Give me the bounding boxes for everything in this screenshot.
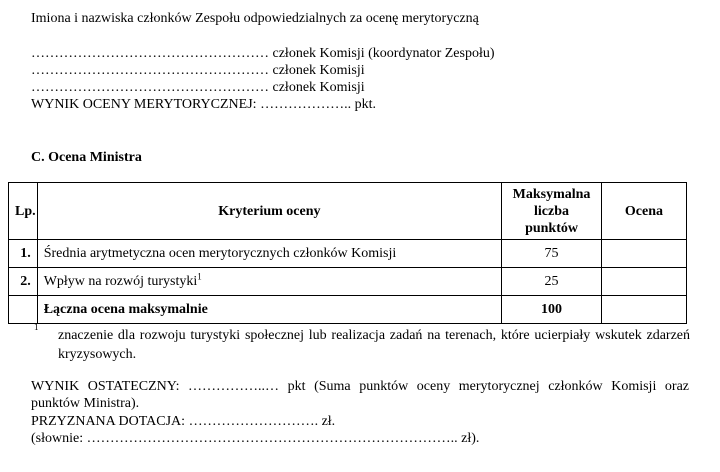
header-max-line: punktów bbox=[525, 220, 578, 236]
table-row bbox=[9, 268, 687, 296]
evaluation-table bbox=[8, 182, 687, 324]
header-max-line: liczba bbox=[534, 203, 570, 219]
blank-dots: ………………………. bbox=[188, 414, 319, 429]
total-max-points: 100 bbox=[502, 296, 602, 324]
total-lp-cell bbox=[9, 296, 38, 324]
row-lp: 2. bbox=[9, 268, 38, 296]
member-role: członek Komisji bbox=[272, 63, 365, 78]
header-max-line: Maksymalna bbox=[512, 186, 591, 202]
merit-result-unit: pkt. bbox=[354, 97, 376, 112]
merit-result-label: WYNIK OCENY MERYTORYCZNEJ: bbox=[31, 97, 257, 112]
blank-dots: …………………………………………… bbox=[31, 46, 269, 61]
row-criterion-cell bbox=[37, 268, 501, 296]
blank-dots: …………………………………………… bbox=[31, 80, 269, 95]
team-heading: Imiona i nazwiska członków Zespołu odpowiedzialnych za ocenę merytoryczną bbox=[31, 11, 479, 26]
merit-result-line bbox=[31, 97, 376, 113]
blank-dots: …………………………………………… bbox=[31, 63, 269, 78]
row-criterion: Średnia arytmetyczna ocen merytorycznych członków Komisji bbox=[37, 240, 501, 268]
grant-label: PRZYZNANA DOTACJA: bbox=[31, 414, 186, 429]
member-role: członek Komisji (koordynator Zespołu) bbox=[272, 46, 495, 61]
row-score-cell[interactable] bbox=[601, 268, 686, 296]
row-max-points: 25 bbox=[502, 268, 602, 296]
row-score-cell[interactable] bbox=[601, 240, 686, 268]
footnote-mark: 1 bbox=[34, 322, 39, 332]
header-max-points bbox=[502, 183, 602, 240]
member-role: członek Komisji bbox=[272, 80, 365, 95]
table-header-row bbox=[9, 183, 687, 240]
header-criterion: Kryterium oceny bbox=[37, 183, 501, 240]
blank-dots: ……………….. bbox=[260, 97, 352, 112]
header-lp: Lp. bbox=[9, 183, 38, 240]
grant-line bbox=[31, 414, 335, 430]
amount-in-words: (słownie: …………………………………………………………………….. zł). bbox=[31, 431, 480, 446]
table-total-row bbox=[9, 296, 687, 324]
total-label: Łączna ocena maksymalnie bbox=[37, 296, 501, 324]
footnote-text: znaczenie dla rozwoju turystyki społecznej lub realizacja zadań na terenach, które ucierpiały wskutek zdarzeń kryzysowych. bbox=[58, 328, 690, 362]
final-result: WYNIK OSTATECZNY: ……………..… pkt (Suma punktów oceny merytorycznej członków Komisji oraz punktów Ministra). bbox=[31, 379, 689, 411]
ministry-heading: C. Ocena Ministra bbox=[31, 150, 142, 165]
team-member-line bbox=[31, 46, 495, 62]
header-score: Ocena bbox=[601, 183, 686, 240]
total-score-cell[interactable] bbox=[601, 296, 686, 324]
footnote-ref: 1 bbox=[197, 271, 202, 282]
table-row bbox=[9, 240, 687, 268]
team-member-line bbox=[31, 63, 365, 79]
grant-unit: zł. bbox=[321, 414, 336, 429]
row-criterion: Wpływ na rozwój turystyki bbox=[43, 274, 198, 289]
row-max-points: 75 bbox=[502, 240, 602, 268]
team-member-line bbox=[31, 80, 365, 96]
row-lp: 1. bbox=[9, 240, 38, 268]
